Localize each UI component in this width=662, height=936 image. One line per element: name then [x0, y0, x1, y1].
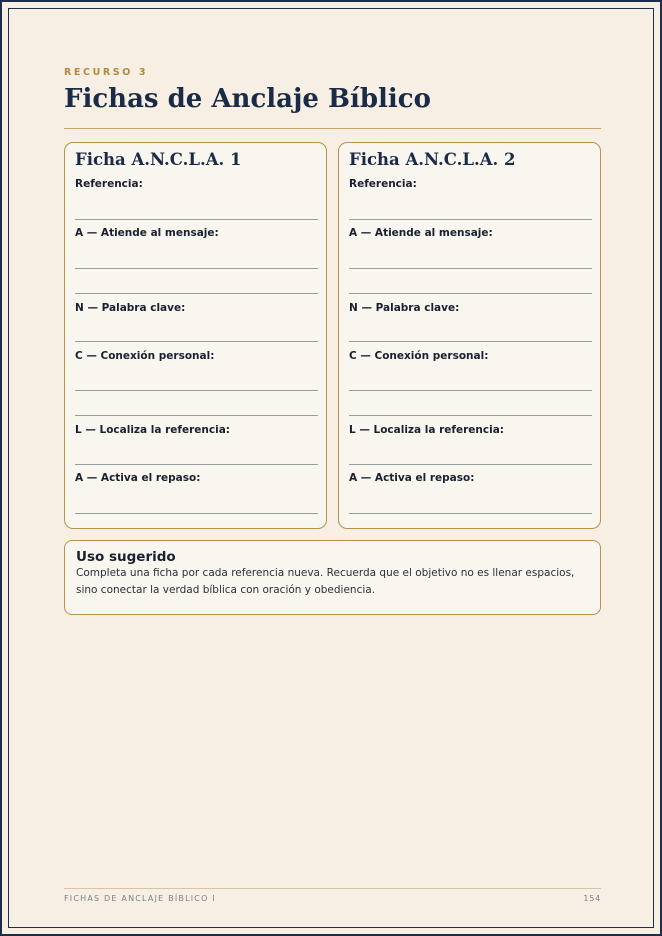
resource-eyebrow: RECURSO 3 [64, 67, 149, 78]
write-line[interactable] [349, 415, 592, 416]
field-label-atiende: A — Atiende al mensaje: [75, 227, 219, 239]
write-line[interactable] [349, 513, 592, 514]
write-line[interactable] [75, 268, 318, 269]
write-line[interactable] [75, 390, 318, 391]
write-line[interactable] [349, 293, 592, 294]
title-divider [64, 128, 601, 129]
field-label-palabra-clave: N — Palabra clave: [75, 302, 186, 314]
page-title: Fichas de Anclaje Bíblico [64, 84, 431, 114]
field-label-referencia: Referencia: [349, 178, 417, 190]
field-label-activa: A — Activa el repaso: [75, 472, 201, 484]
footer-divider [64, 888, 601, 889]
field-label-localiza: L — Localiza la referencia: [349, 424, 504, 436]
usage-body: Completa una ficha por cada referencia nueva. Recuerda que el objetivo no es llenar espacios, sino conectar la verdad bíblica con oración y obediencia. [76, 567, 575, 596]
field-label-conexion: C — Conexión personal: [349, 350, 489, 362]
write-line[interactable] [75, 513, 318, 514]
write-line[interactable] [75, 219, 318, 220]
field-label-palabra-clave: N — Palabra clave: [349, 302, 460, 314]
write-line[interactable] [349, 341, 592, 342]
usage-title: Uso sugerido [76, 549, 176, 565]
write-line[interactable] [75, 341, 318, 342]
field-label-localiza: L — Localiza la referencia: [75, 424, 230, 436]
write-line[interactable] [349, 464, 592, 465]
write-line[interactable] [75, 415, 318, 416]
usage-note-box [64, 540, 601, 615]
card-title: Ficha A.N.C.L.A. 1 [75, 150, 242, 169]
field-label-referencia: Referencia: [75, 178, 143, 190]
footer-running-title: FICHAS DE ANCLAJE BÍBLICO I [64, 894, 216, 903]
page-number: 154 [583, 894, 601, 903]
field-label-atiende: A — Atiende al mensaje: [349, 227, 493, 239]
write-line[interactable] [349, 268, 592, 269]
ancla-card-2 [338, 142, 601, 529]
ancla-card-1 [64, 142, 327, 529]
card-title: Ficha A.N.C.L.A. 2 [349, 150, 516, 169]
write-line[interactable] [349, 219, 592, 220]
write-line[interactable] [349, 390, 592, 391]
write-line[interactable] [75, 464, 318, 465]
field-label-conexion: C — Conexión personal: [75, 350, 215, 362]
write-line[interactable] [75, 293, 318, 294]
field-label-activa: A — Activa el repaso: [349, 472, 475, 484]
